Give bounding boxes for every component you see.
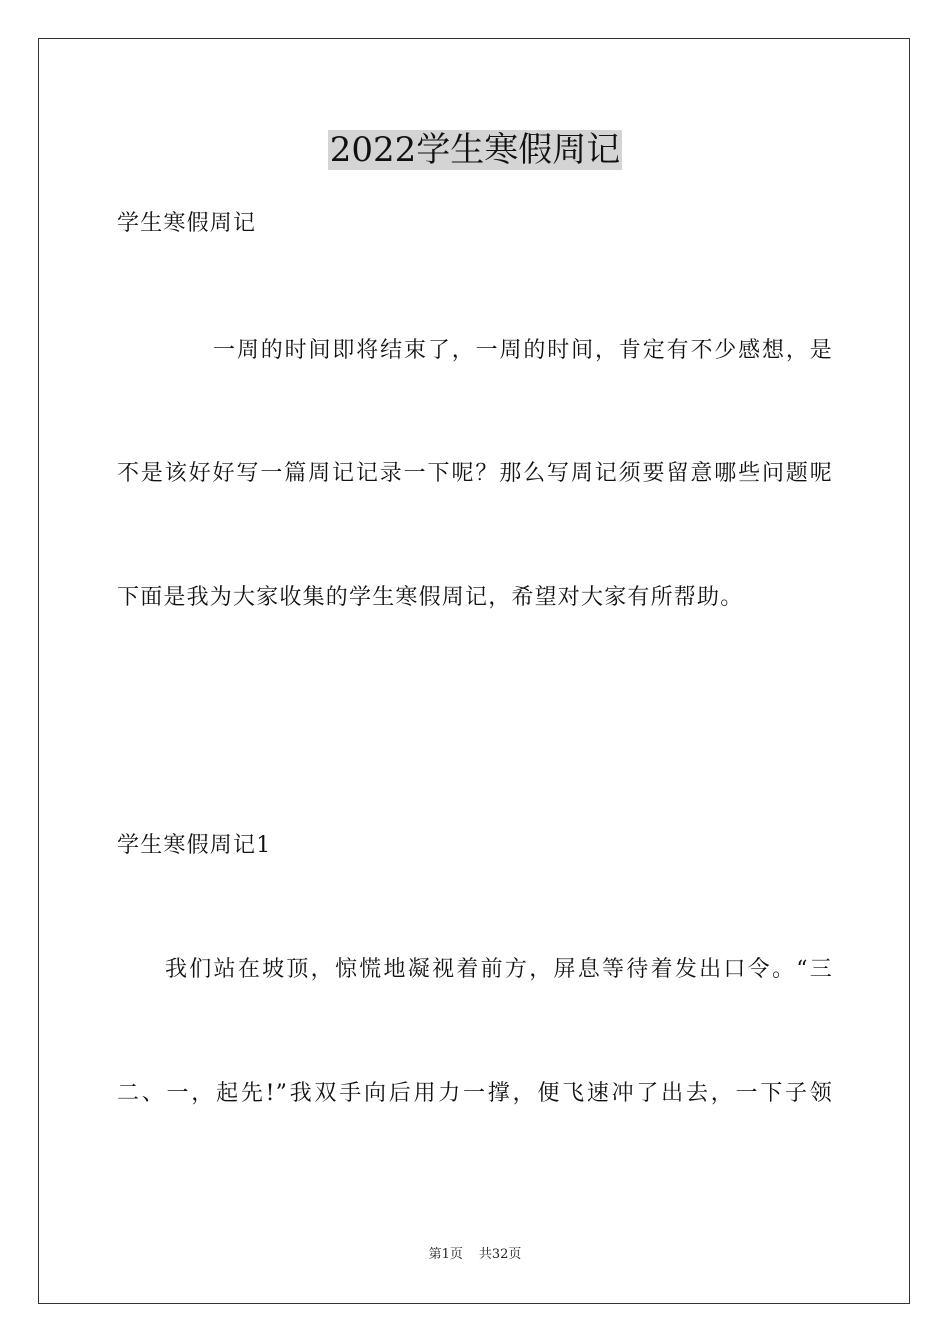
page-total: 共32页 <box>478 1247 522 1262</box>
section-heading: 学生寒假周记1 <box>117 833 272 858</box>
page-footer <box>0 1246 950 1264</box>
subtitle-line: 学生寒假周记 <box>117 211 257 236</box>
paragraph-line: 下面是我为大家收集的学生寒假周记，希望对大家有所帮助。 <box>117 585 744 610</box>
paragraph-line: 二、一，起先!”我双手向后用力一撑，便飞速冲了出去，一下子领 <box>117 1081 833 1106</box>
document-title-text: 2022学生寒假周记 <box>329 130 621 170</box>
paragraph-line: 不是该好好写一篇周记记录一下呢？那么写周记须要留意哪些问题呢 <box>117 461 833 486</box>
paragraph-line: 我们站在坡顶，惊慌地凝视着前方，屏息等待着发出口令。“三 <box>165 957 833 982</box>
paragraph-line: 一周的时间即将结束了，一周的时间，肯定有不少感想，是 <box>213 338 833 363</box>
document-title <box>0 128 950 172</box>
page-number: 第1页 <box>428 1247 463 1262</box>
